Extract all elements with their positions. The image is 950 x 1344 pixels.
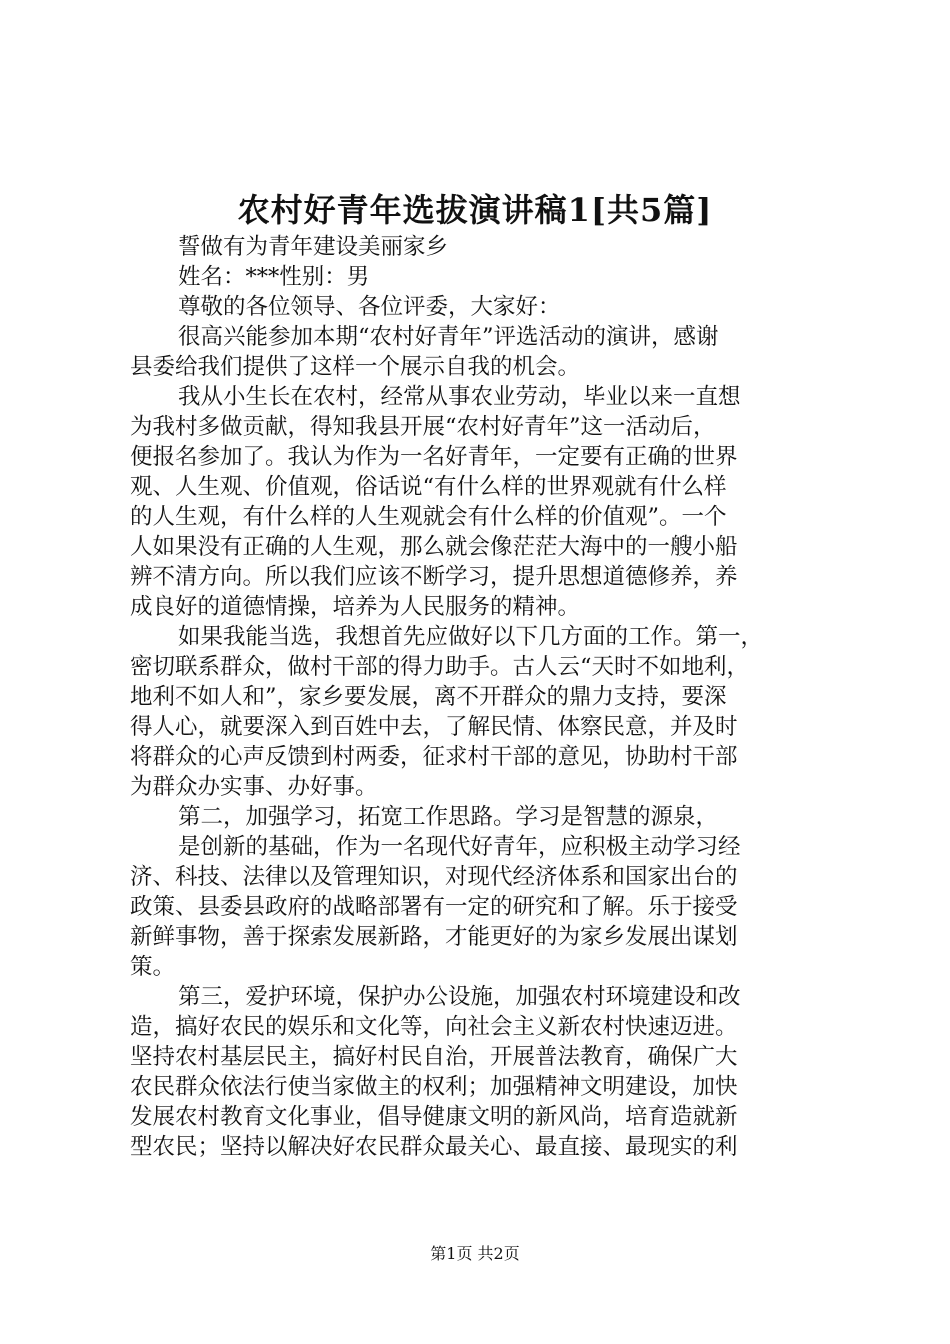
text-line: 观、人生观、价值观，俗话说“有什么样的世界观就有什么样 xyxy=(130,474,727,500)
text-line: 将群众的心声反馈到村两委，征求村干部的意见，协助村干部 xyxy=(130,744,738,770)
text-line: 发展农村教育文化事业，倡导健康文明的新风尚，培育造就新 xyxy=(130,1104,738,1130)
text-line: 第三，爱护环境，保护办公设施，加强农村环境建设和改 xyxy=(178,984,741,1010)
text-line: 济、科技、法律以及管理知识，对现代经济体系和国家出台的 xyxy=(130,864,738,890)
text-line: 新鲜事物，善于探索发展新路，才能更好的为家乡发展出谋划 xyxy=(130,924,738,950)
text-line: 地利不如人和”，家乡要发展，离不开群众的鼎力支持，要深 xyxy=(130,684,727,710)
text-line: 得人心，就要深入到百姓中去，了解民情、体察民意，并及时 xyxy=(130,714,738,740)
page-footer: 第1页 共2页 xyxy=(430,1244,520,1263)
text-line: 人如果没有正确的人生观，那么就会像茫茫大海中的一艘小船 xyxy=(130,534,738,560)
text-line: 密切联系群众，做村干部的得力助手。古人云“天时不如地利， xyxy=(130,654,750,680)
text-line: 政策、县委县政府的战略部署有一定的研究和了解。乐于接受 xyxy=(130,894,738,920)
text-line: 尊敬的各位领导、各位评委，大家好： xyxy=(178,294,561,320)
text-line: 的人生观，有什么样的人生观就会有什么样的价值观”。一个 xyxy=(130,504,727,530)
text-line: 县委给我们提供了这样一个展示自我的机会。 xyxy=(130,354,581,380)
text-line: 策。 xyxy=(130,954,176,980)
text-line: 为我村多做贡献，得知我县开展“农村好青年”这一活动后， xyxy=(130,414,716,440)
text-line: 很高兴能参加本期“农村好青年”评选活动的演讲，感谢 xyxy=(178,324,719,350)
text-line: 第二，加强学习，拓宽工作思路。学习是智慧的源泉， xyxy=(178,804,719,830)
document-title: 农村好青年选拔演讲稿1[共5篇] xyxy=(237,191,713,229)
text-line: 造，搞好农民的娱乐和文化等，向社会主义新农村快速迈进。 xyxy=(130,1014,738,1040)
document-body xyxy=(130,232,830,1162)
text-line: 型农民；坚持以解决好农民群众最关心、最直接、最现实的利 xyxy=(130,1134,738,1160)
text-line: 我从小生长在农村，经常从事农业劳动，毕业以来一直想 xyxy=(178,384,741,410)
text-line: 如果我能当选，我想首先应做好以下几方面的工作。第一， xyxy=(178,624,764,650)
text-line: 成良好的道德情操，培养为人民服务的精神。 xyxy=(130,594,581,620)
text-line: 辨不清方向。所以我们应该不断学习，提升思想道德修养，养 xyxy=(130,564,738,590)
text-line: 便报名参加了。我认为作为一名好青年，一定要有正确的世界 xyxy=(130,444,738,470)
text-line: 坚持农村基层民主，搞好村民自治，开展普法教育，确保广大 xyxy=(130,1044,738,1070)
text-line: 是创新的基础，作为一名现代好青年，应积极主动学习经 xyxy=(178,834,741,860)
text-line: 为群众办实事、办好事。 xyxy=(130,774,378,800)
text-line: 誓做有为青年建设美丽家乡 xyxy=(178,234,449,260)
text-line: 姓名：***性别：男 xyxy=(178,264,370,290)
text-line: 农民群众依法行使当家做主的权利；加强精神文明建设，加快 xyxy=(130,1074,738,1100)
